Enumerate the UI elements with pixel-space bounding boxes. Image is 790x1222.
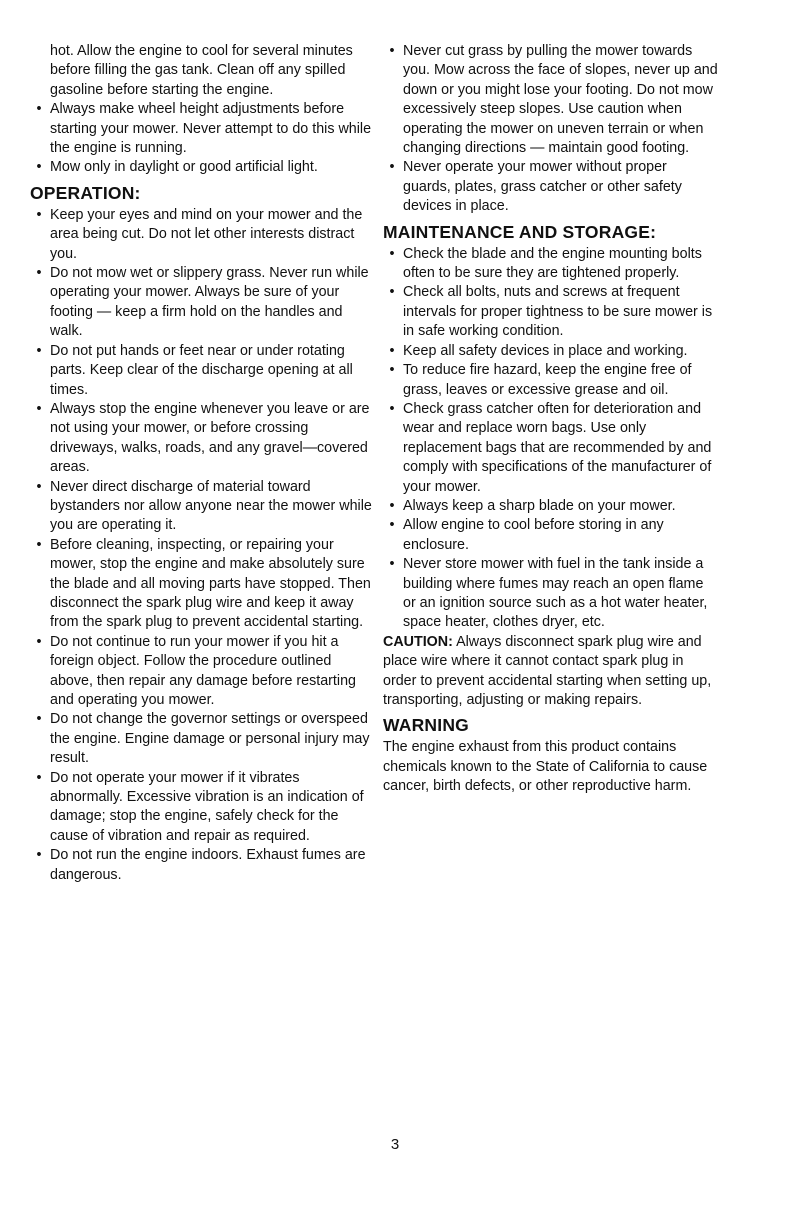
bullet-icon: • bbox=[389, 284, 395, 301]
warning-text: The engine exhaust from this product contains chemicals known to the State of California to cause cancer, birth defects, or other reproductive harm. bbox=[383, 739, 708, 795]
list-item bbox=[30, 478, 375, 536]
list-item bbox=[30, 158, 375, 177]
list-item bbox=[30, 342, 375, 400]
maintenance-heading: MAINTENANCE AND STORAGE: bbox=[383, 221, 657, 242]
list-item bbox=[383, 245, 718, 284]
list-item bbox=[30, 100, 375, 158]
list-item bbox=[383, 283, 718, 341]
list-item-text: Do not put hands or feet near or under rotating parts. Keep clear of the discharge opening at all times. bbox=[50, 342, 353, 398]
list-item bbox=[30, 710, 375, 768]
list-item bbox=[30, 536, 375, 633]
bullet-icon: • bbox=[36, 101, 42, 118]
list-item bbox=[30, 846, 375, 885]
list-item bbox=[383, 361, 718, 400]
bullet-icon: • bbox=[36, 265, 42, 282]
bullet-icon: • bbox=[389, 517, 395, 534]
list-item bbox=[30, 633, 375, 711]
bullet-icon: • bbox=[36, 206, 42, 223]
warning-heading: WARNING bbox=[383, 715, 469, 736]
bullet-icon: • bbox=[389, 497, 395, 514]
list-item bbox=[383, 555, 718, 633]
list-item-text: Do not mow wet or slippery grass. Never run while operating your mower. Always be sure of your footing — keep a firm hold on the handles and walk. bbox=[50, 265, 369, 340]
left-column bbox=[30, 42, 375, 885]
list-item-text: Do not operate your mower if it vibrates abnormally. Excessive vibration is an indication of damage; stop the engine, safely check for the cause of vibration and repair as required. bbox=[50, 769, 364, 844]
list-item bbox=[30, 206, 375, 264]
bullet-icon: • bbox=[36, 400, 42, 417]
list-item-text: Do not continue to run your mower if you hit a foreign object. Follow the procedure outlined above, then repair any damage before restarting and operating you mower. bbox=[50, 633, 356, 708]
list-item-text: Never operate your mower without proper guards, plates, grass catcher or other safety devices in place. bbox=[403, 159, 682, 215]
list-item-text: Check grass catcher often for deterioration and wear and replace worn bags. Use only replacement bags that are recommended by and comply with specifications of the manufacturer of your mower. bbox=[403, 400, 712, 495]
bullet-icon: • bbox=[389, 245, 395, 262]
list-item-text: Keep your eyes and mind on your mower and the area being cut. Do not let other interests distract you. bbox=[50, 206, 363, 262]
bullet-icon: • bbox=[389, 556, 395, 573]
list-item-text: Always keep a sharp blade on your mower. bbox=[403, 497, 676, 514]
list-item-text: Check the blade and the engine mounting bolts often to be sure they are tightened properly. bbox=[403, 245, 702, 282]
bullet-icon: • bbox=[36, 769, 42, 786]
bullet-icon: • bbox=[389, 342, 395, 359]
intro-bullet-list bbox=[30, 100, 375, 178]
list-item-text: Do not change the governor settings or overspeed the engine. Engine damage or personal injury may result. bbox=[50, 711, 370, 767]
bullet-icon: • bbox=[389, 400, 395, 417]
list-item-text: Keep all safety devices in place and working. bbox=[403, 342, 688, 359]
page-number: 3 bbox=[390, 1136, 400, 1153]
list-item bbox=[383, 516, 718, 555]
list-item-text: Never direct discharge of material toward bystanders nor allow anyone near the mower while you are operating it. bbox=[50, 478, 372, 534]
maintenance-bullet-list bbox=[383, 245, 718, 633]
bullet-icon: • bbox=[36, 711, 42, 728]
right-column bbox=[383, 42, 718, 797]
list-item bbox=[30, 400, 375, 478]
list-item bbox=[383, 42, 718, 158]
bullet-icon: • bbox=[389, 362, 395, 379]
list-item-text: Do not run the engine indoors. Exhaust fumes are dangerous. bbox=[50, 847, 366, 883]
list-item-text: To reduce fire hazard, keep the engine free of grass, leaves or excessive grease and oil. bbox=[403, 362, 692, 398]
list-item-text: Never cut grass by pulling the mower towards you. Mow across the face of slopes, never up and down or you might lose your footing. Do not mow excessively steep slopes. Use caution when operating the mower on uneven terrain or when changing directions — maintain good footing. bbox=[403, 43, 718, 157]
bullet-icon: • bbox=[389, 43, 395, 59]
list-item-text: Never store mower with fuel in the tank inside a building where fumes may reach an open flame or an ignition source such as a hot water heater, space heater, clothes dryer, etc. bbox=[403, 556, 708, 631]
caution-text: Always disconnect spark plug wire and place wire where it cannot contact spark plug in order to prevent accidental starting when setting up, transporting, adjusting or making repairs. bbox=[383, 633, 712, 708]
bullet-icon: • bbox=[36, 478, 42, 495]
list-item bbox=[383, 158, 718, 216]
list-item bbox=[383, 497, 718, 516]
list-item-text: Check all bolts, nuts and screws at frequent intervals for proper tightness to be sure mower is in safe working condition. bbox=[403, 284, 713, 340]
list-item-text: Always make wheel height adjustments before starting your mower. Never attempt to do this while the engine is running. bbox=[50, 101, 372, 157]
bullet-icon: • bbox=[36, 536, 42, 553]
bullet-icon: • bbox=[36, 847, 42, 864]
operation-heading: OPERATION: bbox=[30, 182, 141, 203]
list-item-text: Allow engine to cool before storing in any enclosure. bbox=[403, 517, 664, 553]
bullet-icon: • bbox=[389, 159, 395, 176]
bullet-icon: • bbox=[36, 342, 42, 359]
list-item-text: Mow only in daylight or good artificial light. bbox=[50, 159, 318, 176]
top-bullet-list bbox=[383, 42, 718, 217]
caution-paragraph bbox=[383, 633, 718, 711]
list-item bbox=[30, 264, 375, 342]
list-item bbox=[383, 342, 718, 361]
bullet-icon: • bbox=[36, 159, 42, 176]
caution-label: CAUTION: bbox=[383, 633, 453, 650]
intro-continuation: hot. Allow the engine to cool for several minutes before filling the gas tank. Clean off any spilled gasoline before starting the engine. bbox=[50, 43, 353, 98]
operation-bullet-list bbox=[30, 206, 375, 885]
list-item-text: Before cleaning, inspecting, or repairing your mower, stop the engine and make absolutely sure the blade and all moving parts have stopped. Then disconnect the spark plug wire and keep it away from the spark plug to prevent accidental starting. bbox=[50, 536, 371, 631]
bullet-icon: • bbox=[36, 633, 42, 650]
list-item bbox=[383, 400, 718, 497]
list-item-text: Always stop the engine whenever you leave or are not using your mower, or before crossing driveways, walks, roads, and any gravel—covered areas. bbox=[50, 400, 370, 476]
list-item bbox=[30, 769, 375, 847]
